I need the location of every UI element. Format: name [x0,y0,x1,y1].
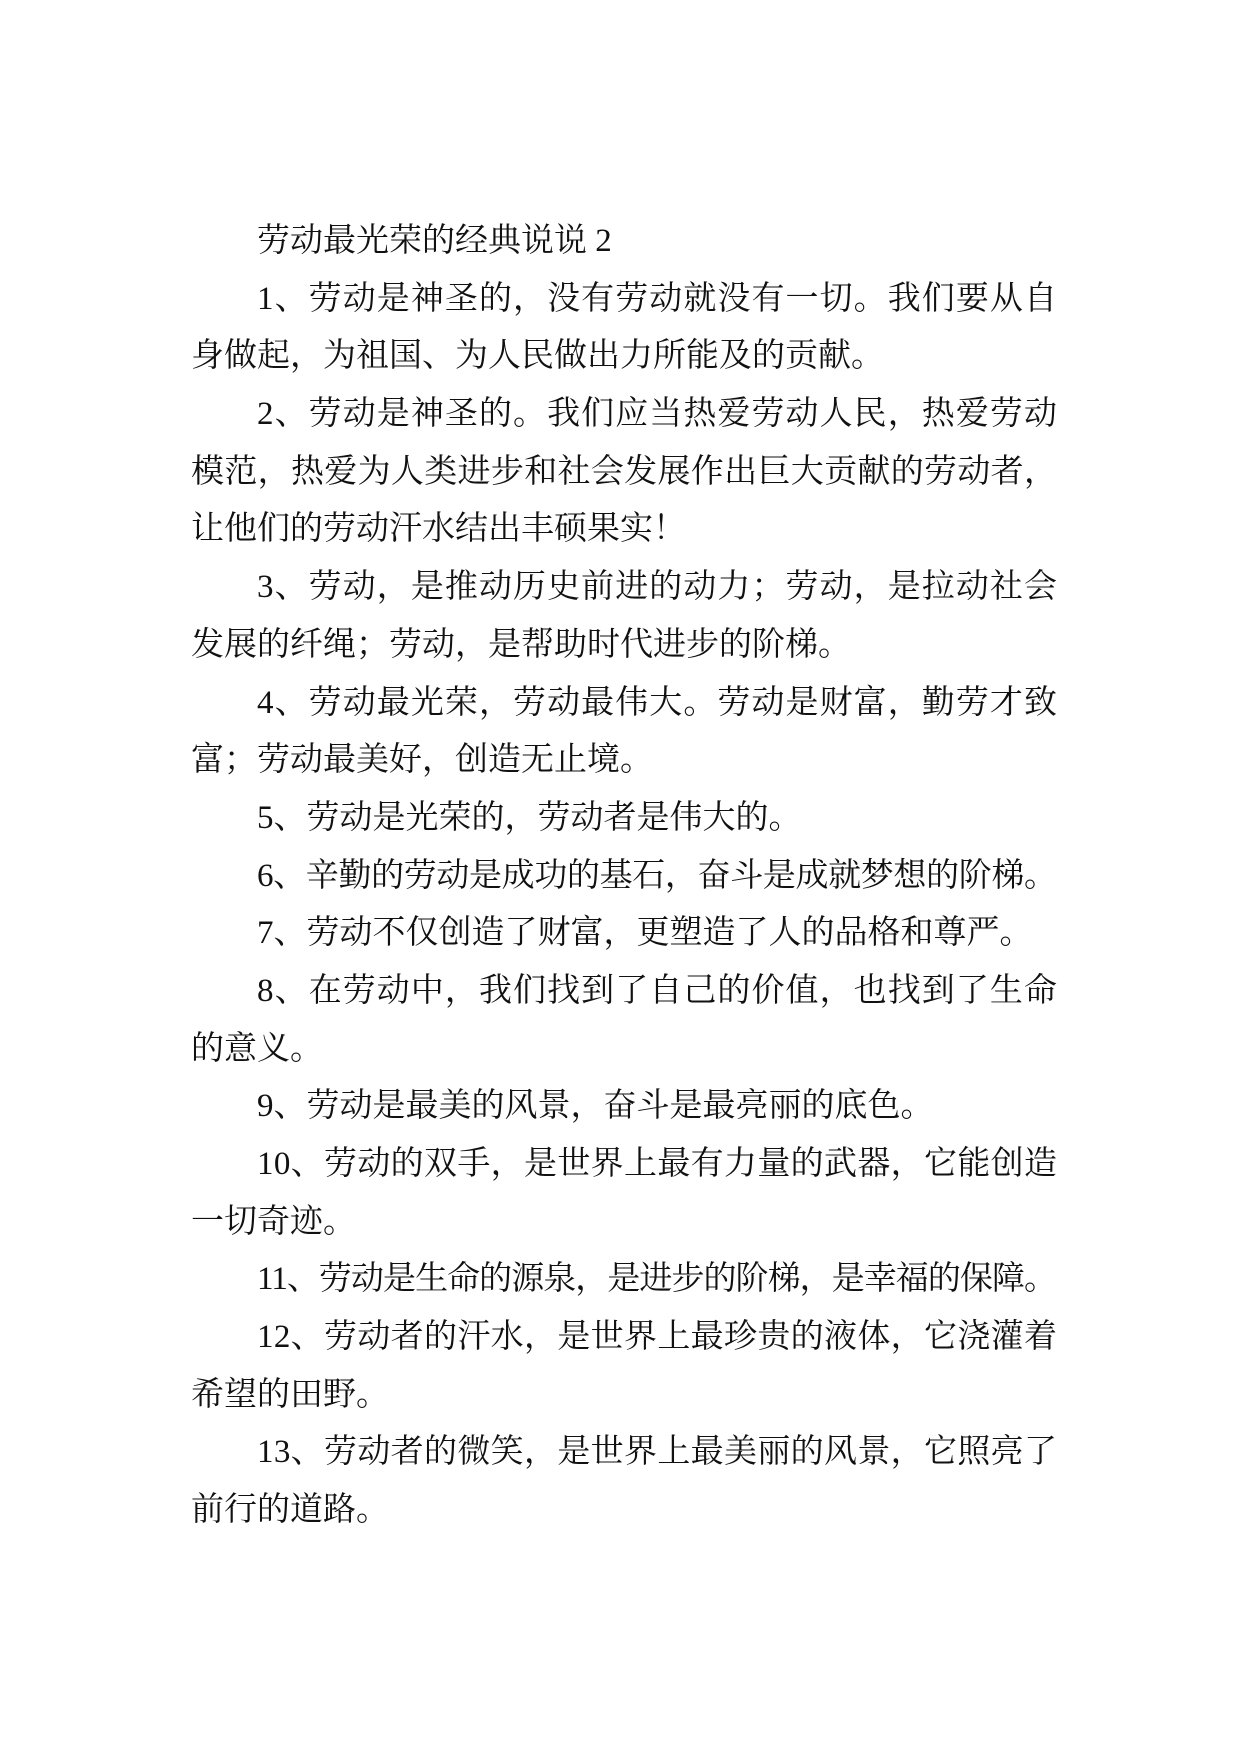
paragraph-12 [191,1309,1057,1424]
paragraph-9 [191,1078,1057,1136]
text-line: 5、劳动是光荣的，劳动者是伟大的。 [257,799,802,836]
paragraph-8 [191,963,1057,1078]
text-line: 8、在劳动中，我们找到了自己的价值，也找到了生命 [257,972,1059,1009]
document-title: 劳动最光荣的经典说说 2 [257,223,612,259]
text-line: 3、劳动，是推动历史前进的动力；劳动，是拉动社会 [257,569,1059,606]
paragraph-11 [191,1251,1057,1309]
paragraph-3 [191,559,1057,674]
paragraph-6 [191,848,1057,906]
text-line: 身做起，为祖国、为人民做出力所能及的贡献。 [191,338,884,375]
text-line: 13、劳动者的微笑，是世界上最美丽的风景，它照亮了 [257,1434,1058,1471]
text-line: 发展的纤绳；劳动，是帮助时代进步的阶梯。 [191,626,851,663]
text-line: 的意义。 [191,1030,323,1067]
paragraph-7 [191,905,1057,963]
text-line: 9、劳动是最美的风景，奋斗是最亮丽的底色。 [257,1088,934,1125]
text-line: 前行的道路。 [191,1492,389,1529]
paragraph-4 [191,675,1057,790]
text-line: 一切奇迹。 [191,1203,356,1240]
text-line: 1、劳动是神圣的，没有劳动就没有一切。我们要从自 [257,280,1059,317]
document-page [191,213,1057,1540]
text-line: 10、劳动的双手，是世界上最有力量的武器，它能创造 [257,1146,1058,1182]
paragraph-2 [191,386,1057,559]
text-line: 希望的田野。 [191,1376,389,1413]
paragraph-5 [191,790,1057,848]
text-line: 12、劳动者的汗水，是世界上最珍贵的液体，它浇灌着 [257,1319,1058,1356]
text-line: 4、劳动最光荣，劳动最伟大。劳动是财富，勤劳才致 [257,684,1059,721]
text-line: 6、辛勤的劳动是成功的基石，奋斗是成就梦想的阶梯。 [257,857,1057,894]
text-line: 2、劳动是神圣的。我们应当热爱劳动人民，热爱劳动 [257,396,1059,433]
paragraph-13 [191,1424,1057,1539]
text-line: 富；劳动最美好，创造无止境。 [191,742,653,779]
text-line: 让他们的劳动汗水结出丰硕果实！ [191,511,686,548]
text-line: 7、劳动不仅创造了财富，更塑造了人的品格和尊严。 [257,915,1033,952]
text-line: 11、劳动是生命的源泉，是进步的阶梯，是幸福的保障。 [257,1261,1057,1298]
text-line: 模范，热爱为人类进步和社会发展作出巨大贡献的劳动者， [191,453,1058,490]
paragraph-10 [191,1136,1057,1251]
paragraph-1 [191,271,1057,386]
